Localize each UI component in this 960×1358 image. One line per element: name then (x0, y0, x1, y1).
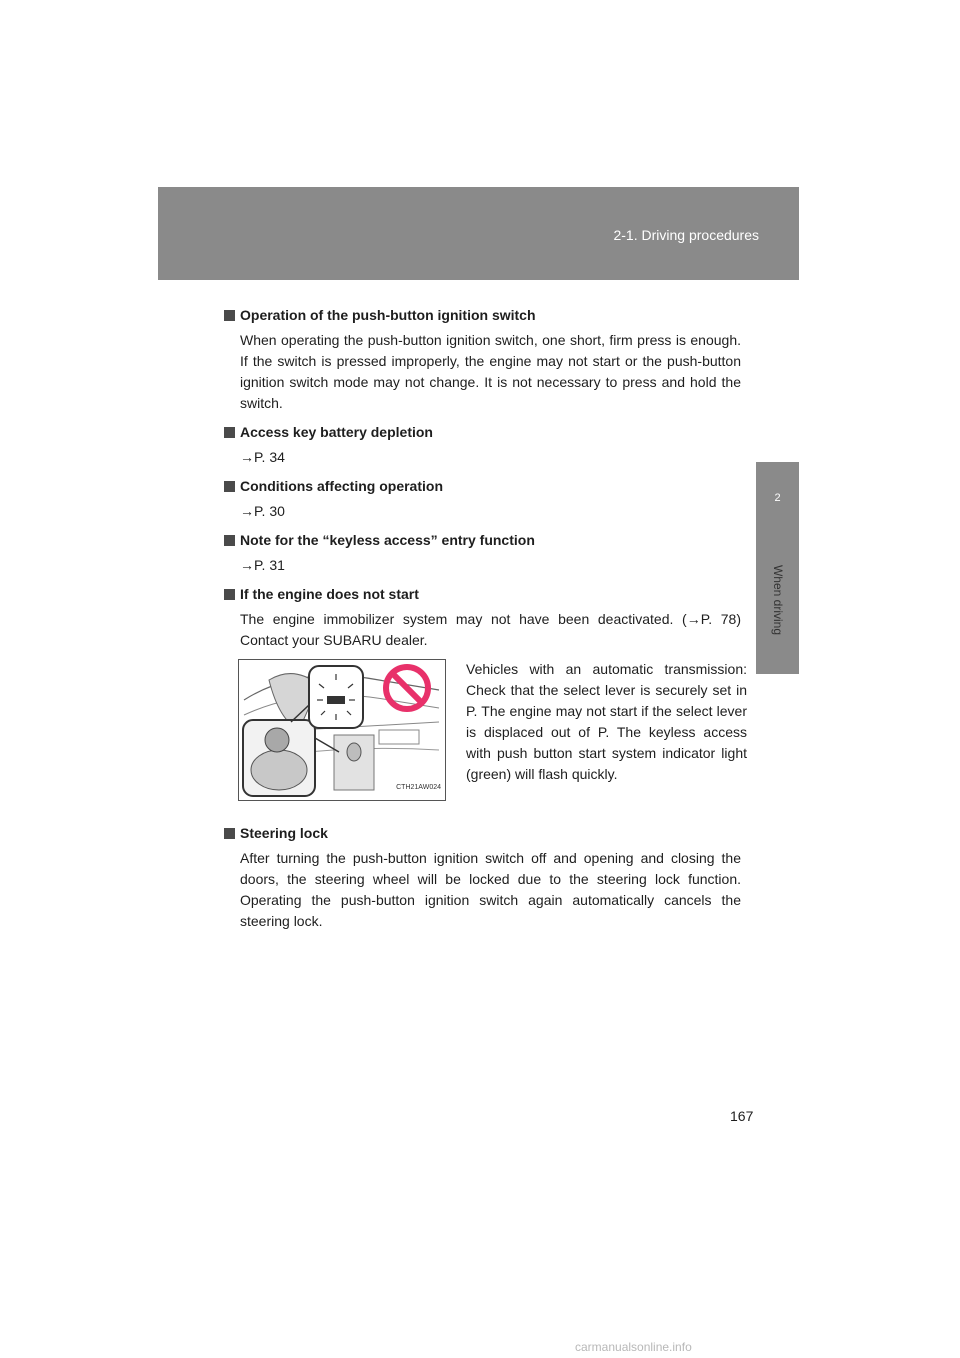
header-band (158, 187, 799, 280)
page-reference: →P. 30 (240, 503, 285, 519)
page-reference: →P. 34 (240, 449, 285, 465)
square-bullet-icon (224, 427, 235, 438)
section-heading: Operation of the push-button ignition switch (224, 305, 741, 326)
chapter-label (756, 540, 799, 660)
section-body: After turning the push-button ignition switch off and opening and closing the doors, the steering wheel will be locked due to the steering lock function. Operating the push-button ignition switch again automatically cancels the steering lock. (240, 850, 741, 929)
chapter-label-text: When driving (770, 564, 785, 636)
page-reference: →P. 31 (240, 557, 285, 573)
square-bullet-icon (224, 828, 235, 839)
square-bullet-icon (224, 310, 235, 321)
section-title: 2-1. Driving procedures (613, 227, 759, 243)
watermark: carmanualsonline.info (575, 1340, 692, 1354)
section-heading: Access key battery depletion (224, 422, 741, 443)
section-heading: Steering lock (224, 823, 741, 844)
square-bullet-icon (224, 589, 235, 600)
figure-code: CTH21AW024 (396, 784, 441, 791)
figure-row (224, 659, 747, 809)
figure-caption: Vehicles with an automatic transmission: Check that the select lever is securely set in P. The engine may not start if the select lever is displaced out of P. The keyless access with push button start system indicator light (green) will flash quickly. (466, 661, 747, 782)
main-content (224, 305, 747, 940)
page-number: 167 (730, 1108, 754, 1124)
dashboard-illustration (238, 659, 446, 801)
section-heading: Note for the “keyless access” entry function (224, 530, 741, 551)
chapter-number: 2 (774, 492, 781, 504)
section-heading: Conditions affecting operation (224, 476, 741, 497)
section-body: When operating the push-button ignition switch, one short, firm press is enough. If the switch is pressed improperly, the engine may not start or the push-button ignition switch mode may not change. It is not necessary to press and hold the switch. (240, 332, 741, 411)
square-bullet-icon (224, 535, 235, 546)
section-heading: If the engine does not start (224, 584, 741, 605)
square-bullet-icon (224, 481, 235, 492)
section-body: The engine immobilizer system may not have been deactivated. (→P. 78) Contact your SUBARU dealer. (240, 611, 741, 648)
